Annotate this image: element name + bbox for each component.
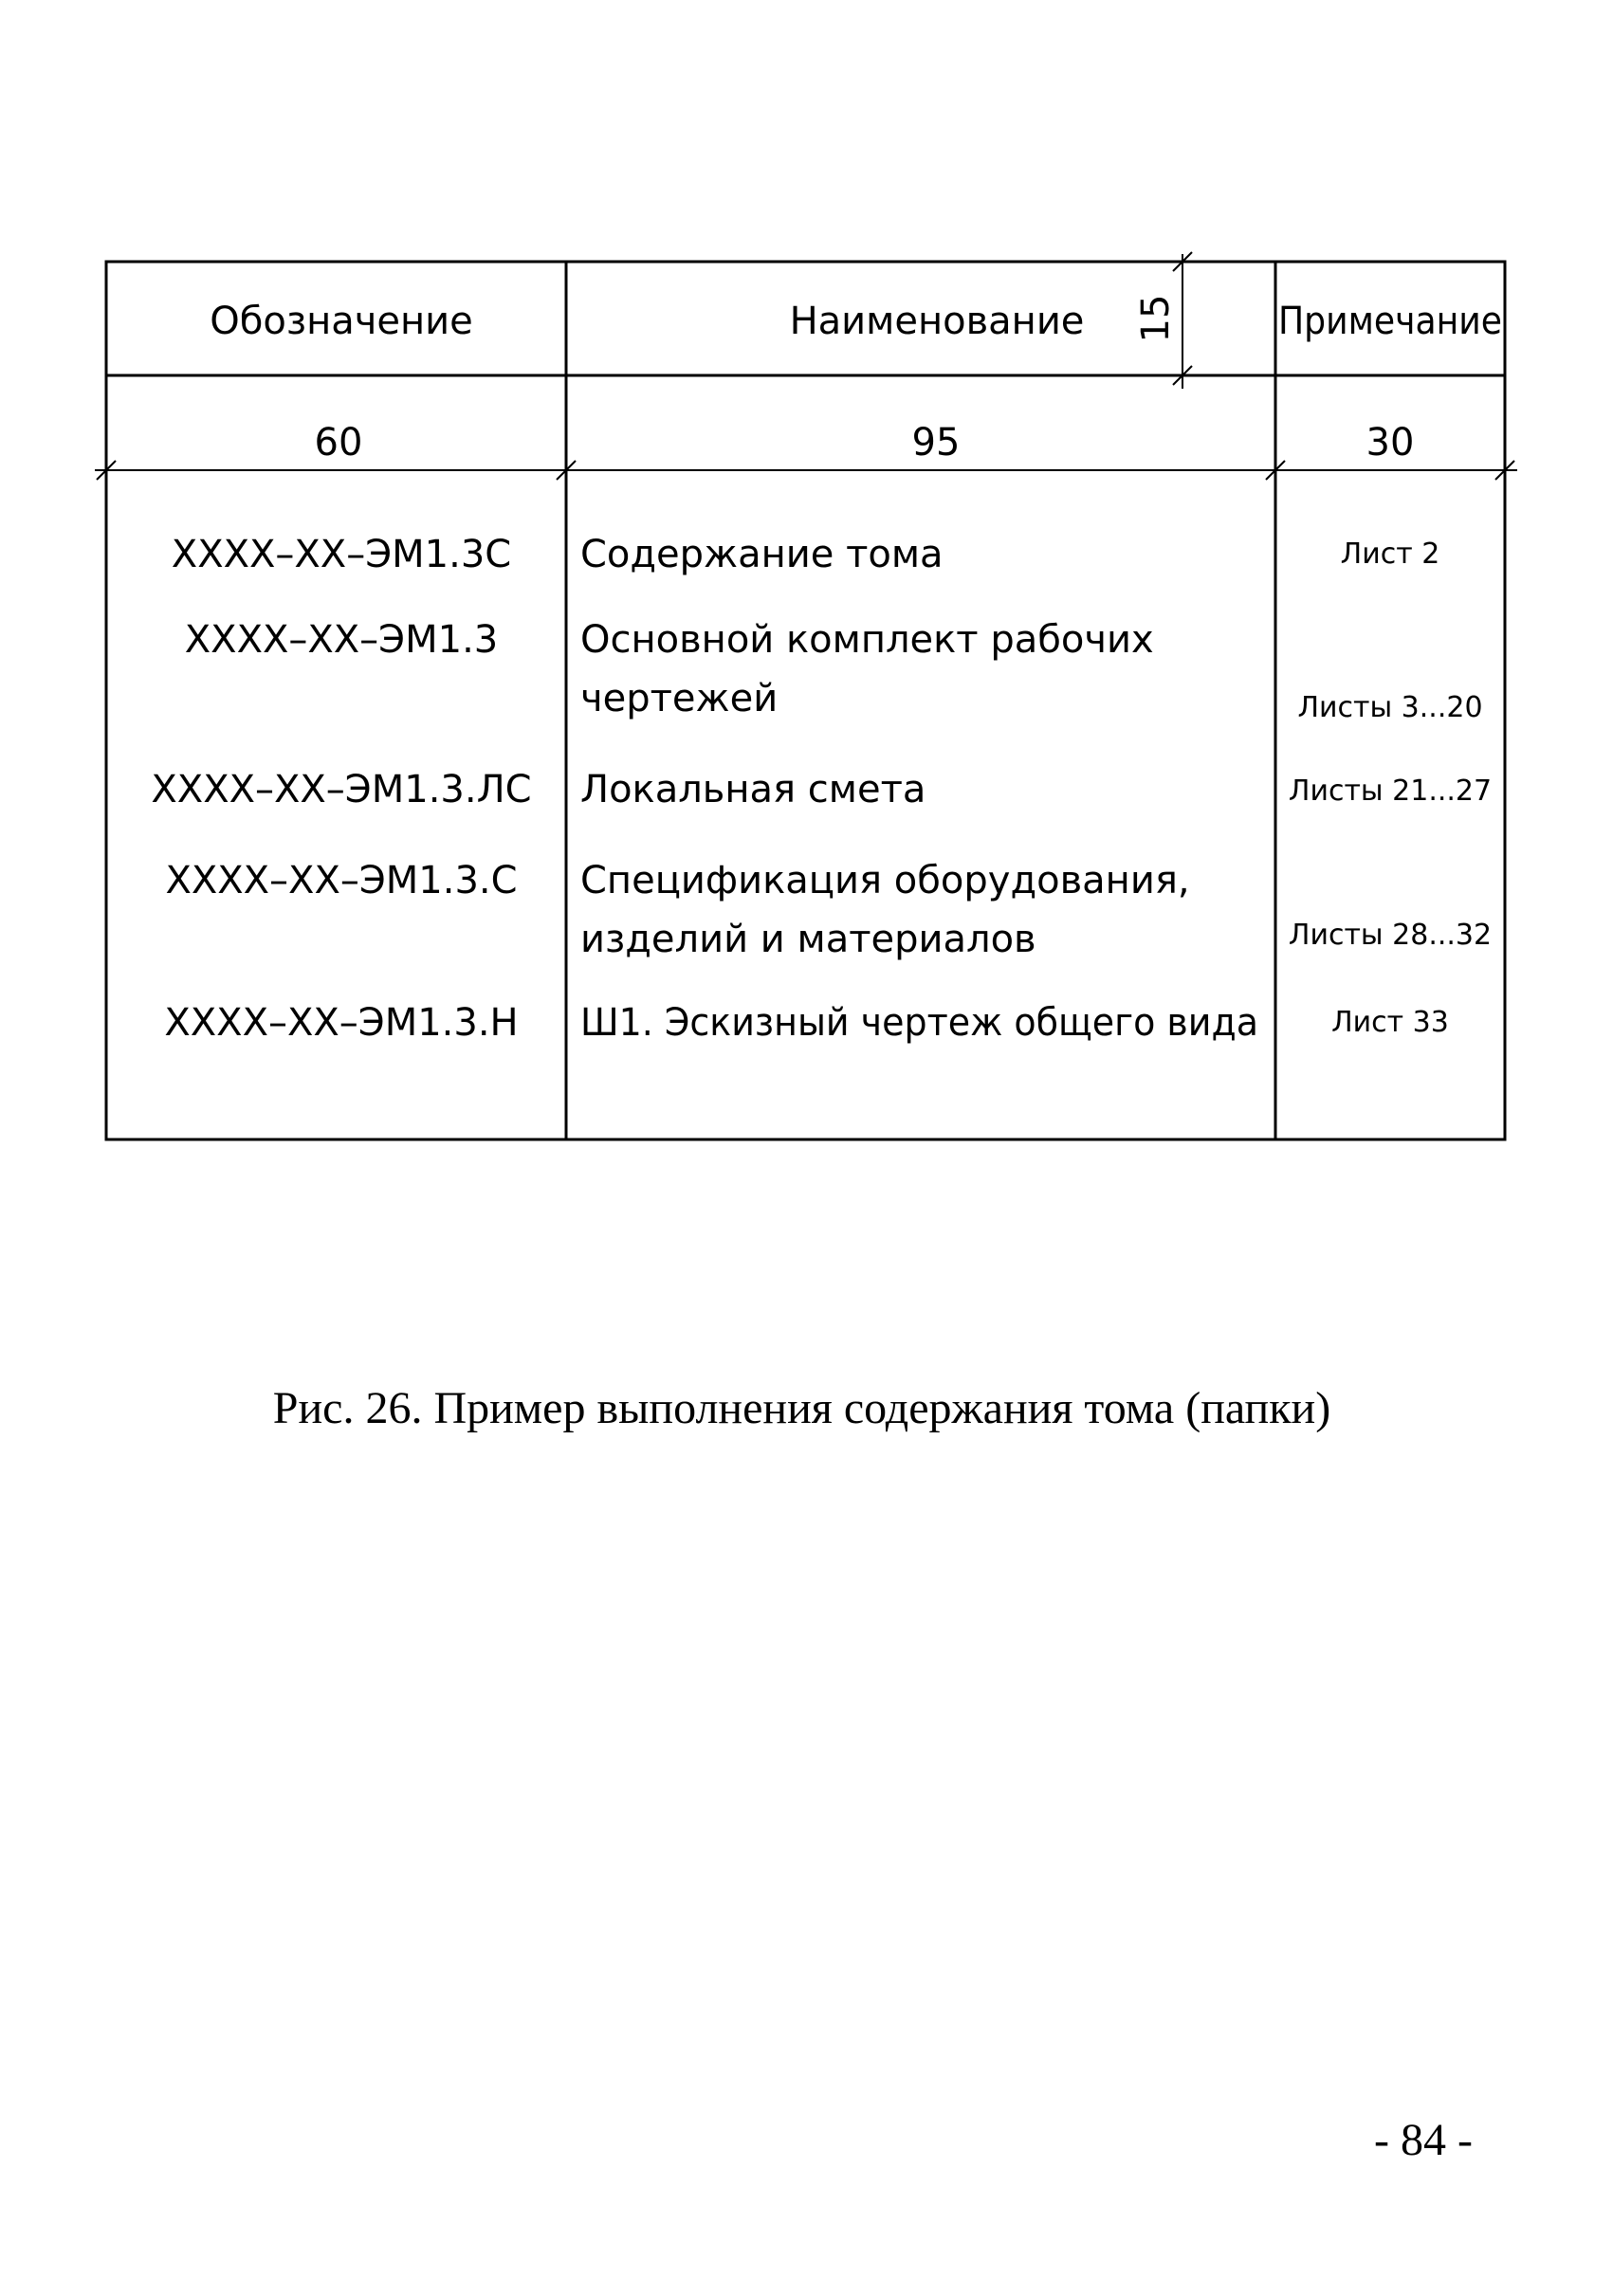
- name-cell-line-1: Основной комплект рабочих: [580, 618, 1154, 662]
- table-header: [210, 300, 1502, 343]
- table-row: [151, 768, 1492, 811]
- header-name: Наименование: [789, 300, 1085, 343]
- note-cell: Лист 33: [1331, 1006, 1449, 1039]
- header-designation: Обозначение: [210, 300, 473, 343]
- name-cell-line-1: Спецификация оборудования,: [580, 859, 1190, 902]
- page-number: - 84 -: [1374, 2115, 1473, 2165]
- name-cell: Ш1. Эскизный чертеж общего вида: [580, 1001, 1258, 1045]
- designation-cell: ХХХХ–ХХ–ЭМ1.3: [184, 618, 499, 662]
- figure-caption-text: Рис. 26. Пример выполнения содержания тома (папки): [272, 1383, 1331, 1433]
- note-cell: Листы 28...32: [1288, 919, 1493, 952]
- designation-cell: ХХХХ–ХХ–ЭМ1.3.Н: [164, 1001, 519, 1045]
- table-row: [164, 1001, 1449, 1045]
- name-cell-line-2: изделий и материалов: [580, 918, 1036, 961]
- name-cell: Локальная смета: [580, 768, 926, 811]
- dimension-name-width: 95: [911, 421, 961, 465]
- table-row: [165, 859, 1492, 961]
- designation-cell: ХХХХ–ХХ–ЭМ1.3С: [171, 533, 512, 576]
- table-body: [151, 533, 1492, 1045]
- designation-cell: ХХХХ–ХХ–ЭМ1.3.ЛС: [151, 768, 532, 811]
- header-note: Примечание: [1278, 300, 1502, 343]
- note-cell: Лист 2: [1340, 538, 1440, 571]
- designation-cell: ХХХХ–ХХ–ЭМ1.3.С: [165, 859, 518, 902]
- dimension-note-width: 30: [1366, 421, 1415, 465]
- name-cell: Содержание тома: [580, 533, 944, 576]
- note-cell: Листы 21...27: [1288, 774, 1493, 808]
- table-row: [185, 618, 1483, 724]
- dimension-designation-width: 60: [314, 421, 363, 465]
- figure-caption: [0, 1380, 1613, 1437]
- table-row: [172, 533, 1440, 576]
- note-cell: Листы 3...20: [1297, 691, 1483, 724]
- name-cell-line-2: чертежей: [580, 677, 779, 720]
- dimension-header-height: 15: [1134, 294, 1178, 343]
